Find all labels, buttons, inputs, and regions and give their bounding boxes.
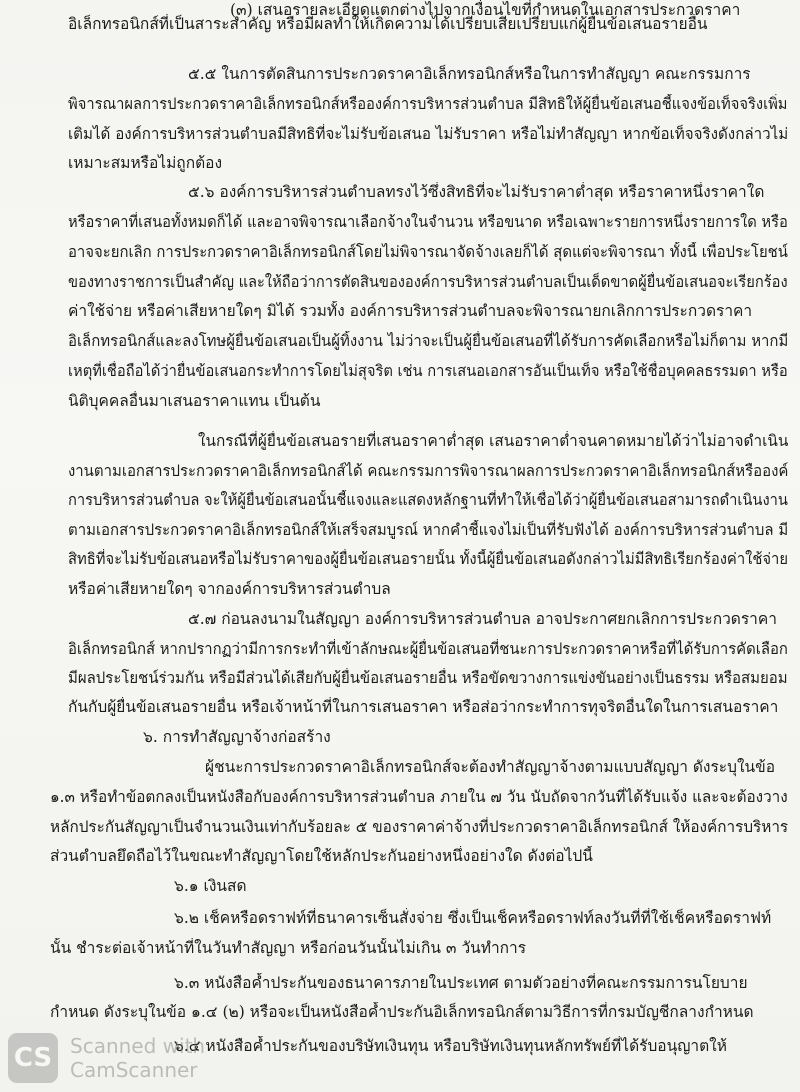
list-item: ๖.๔ หนังสือค้ำประกันของบริษัทเงินทุน หรือบริษัทเงินทุนหลักทรัพย์ที่ได้รับอนุญาตให้ xyxy=(174,1037,727,1055)
text-line: หรือราคาที่เสนอทั้งหมดก็ได้ และอาจพิจารณาเลือกจ้างในจำนวน หรือขนาด หรือเฉพาะรายการหนึ่งรายการใด หรือ xyxy=(68,213,788,231)
text-line: อิเล็กทรอนิกส์ หากปรากฏว่ามีการกระทำที่เข้าลักษณะผู้ยื่นข้อเสนอที่ชนะการประกวดราคาหรือที่ได้รับการคัดเลือก xyxy=(68,640,788,658)
text-line: หรือค่าเสียหายใดๆ จากองค์การบริหารส่วนตำบล xyxy=(68,580,391,598)
text-line: อิเล็กทรอนิกส์และลงโทษผู้ยื่นข้อเสนอเป็นผู้ทิ้งงาน ไม่ว่าจะเป็นผู้ยื่นข้อเสนอที่ได้รับการคัดเลือกหรือไม่ก็ตาม หากมี xyxy=(68,332,788,350)
text-line: นิติบุคคลอื่นมาเสนอราคาแทน เป็นต้น xyxy=(68,392,321,410)
text-line: ตามเอกสารประกวดราคาอิเล็กทรอนิกส์ให้เสร็จสมบูรณ์ หากคำชี้แจงไม่เป็นที่รับฟังได้ องค์การบริหารส่วนตำบล มี xyxy=(68,521,788,539)
text-line: เติมได้ องค์การบริหารส่วนตำบลมีสิทธิที่จะไม่รับข้อเสนอ ไม่รับราคา หรือไม่ทำสัญญา หากข้อเท็จจริงดังกล่าวไม่ xyxy=(68,125,788,143)
watermark-line-2: CamScanner xyxy=(70,1058,198,1082)
text-line: ในกรณีที่ผู้ยื่นข้อเสนอรายที่เสนอราคาต่ำสุด เสนอราคาต่ำจนคาดหมายได้ว่าไม่อาจดำเนิน xyxy=(198,432,788,450)
camscanner-watermark xyxy=(8,1030,268,1086)
list-item: ๖.๒ เช็คหรือดราฟท์ที่ธนาคารเซ็นสั่งจ่าย ซึ่งเป็นเช็คหรือดราฟท์ลงวันที่ที่ใช้เช็คหรือดราฟท์ xyxy=(174,909,772,927)
text-line: ๕.๕ ในการตัดสินการประกวดราคาอิเล็กทรอนิกส์หรือในการทำสัญญา คณะกรรมการ xyxy=(188,65,751,83)
text-line: ของทางราชการเป็นสำคัญ และให้ถือว่าการตัดสินขององค์การบริหารส่วนตำบลเป็นเด็ดขาดผู้ยื่นข้อเสนอจะเรียกร้อง xyxy=(68,273,788,291)
text-line: หลักประกันสัญญาเป็นจำนวนเงินเท่ากับร้อยละ ๕ ของราคาค่าจ้างที่ประกวดราคาอิเล็กทรอนิกส์ ให้องค์การบริหาร xyxy=(50,818,788,836)
text-line: อาจจะยกเลิก การประกวดราคาอิเล็กทรอนิกส์โดยไม่พิจารณาจัดจ้างเลยก็ได้ สุดแต่จะพิจารณา ทั้งนี้ เพื่อประโยชน์ xyxy=(68,243,788,261)
text-line: ๕.๗ ก่อนลงนามในสัญญา องค์การบริหารส่วนตำบล อาจประกาศยกเลิกการประกวดราคา xyxy=(188,610,777,628)
text-line: พิจารณาผลการประกวดราคาอิเล็กทรอนิกส์หรือองค์การบริหารส่วนตำบล มีสิทธิให้ผู้ยื่นข้อเสนอชี้แจงข้อเท็จจริงเพิ่ม xyxy=(68,95,788,113)
text-line: งานตามเอกสารประกวดราคาอิเล็กทรอนิกส์ได้ คณะกรรมการพิจารณาผลการประกวดราคาอิเล็กทรอนิกส์หรือองค์ xyxy=(68,462,788,480)
text-line: กำหนด ดังระบุในข้อ ๑.๔ (๒) หรือจะเป็นหนังสือค้ำประกันอิเล็กทรอนิกส์ตามวิธีการที่กรมบัญชีกลางกำหนด xyxy=(50,1003,754,1021)
text-line: สิทธิที่จะไม่รับข้อเสนอหรือไม่รับราคาของผู้ยื่นข้อเสนอรายนั้น ทั้งนี้ผู้ยื่นข้อเสนอดังกล่าวไม่มีสิทธิเรียกร้องค่าใช้จ่าย xyxy=(68,550,788,568)
section-heading: ๖. การทำสัญญาจ้างก่อสร้าง xyxy=(143,728,331,746)
text-line: เหมาะสมหรือไม่ถูกต้อง xyxy=(68,154,223,172)
list-item: ๖.๑ เงินสด xyxy=(174,877,247,895)
text-line: ส่วนตำบลยึดถือไว้ในขณะทำสัญญาโดยใช้หลักประกันอย่างหนึ่งอย่างใด ดังต่อไปนี้ xyxy=(50,847,593,865)
text-line: เหตุที่เชื่อถือได้ว่ายื่นข้อเสนอกระทำการโดยไม่สุจริต เช่น การเสนอเอกสารอันเป็นเท็จ หรือใช้ชื่อบุคคลธรรมดา หรือ xyxy=(68,362,788,380)
text-line: นั้น ชำระต่อเจ้าหน้าที่ในวันทำสัญญา หรือก่อนวันนั้นไม่เกิน ๓ วันทำการ xyxy=(50,939,527,957)
text-line: มีผลประโยชน์ร่วมกัน หรือมีส่วนได้เสียกับผู้ยื่นข้อเสนอรายอื่น หรือขัดขวางการแข่งขันอย่างเป็นธรรม หรือสมยอม xyxy=(68,669,788,687)
watermark-line-1: Scanned with xyxy=(70,1034,206,1058)
text-line: (๓) เสนอรายละเอียดแตกต่างไปจากเงื่อนไขที่กำหนดในเอกสารประกวดราคา xyxy=(230,1,741,19)
text-line: อิเล็กทรอนิกส์ที่เป็นสาระสำคัญ หรือมีผลทำให้เกิดความได้เปรียบเสียเปรียบแก่ผู้ยื่นข้อเสนอรายอื่น xyxy=(68,15,708,33)
text-line: ๕.๖ องค์การบริหารส่วนตำบลทรงไว้ซึ่งสิทธิที่จะไม่รับราคาต่ำสุด หรือราคาหนึ่งราคาใด xyxy=(188,183,765,201)
text-line: ผู้ชนะการประกวดราคาอิเล็กทรอนิกส์จะต้องทำสัญญาจ้างตามแบบสัญญา ดังระบุในข้อ xyxy=(205,758,776,776)
camscanner-logo: CS xyxy=(8,1033,58,1083)
camscanner-text xyxy=(70,1034,205,1082)
list-item: ๖.๓ หนังสือค้ำประกันของธนาคารภายในประเทศ ตามตัวอย่างที่คณะกรรมการนโยบาย xyxy=(174,974,748,992)
text-line: การบริหารส่วนตำบล จะให้ผู้ยื่นข้อเสนอนั้นชี้แจงและแสดงหลักฐานที่ทำให้เชื่อได้ว่าผู้ยื่นข้อเสนอสามารถดำเนินงาน xyxy=(68,491,788,509)
text-line: ๑.๓ หรือทำข้อตกลงเป็นหนังสือกับองค์การบริหารส่วนตำบล ภายใน ๗ วัน นับถัดจากวันที่ได้รับแจ้ง และจะต้องวาง xyxy=(50,788,788,806)
text-line: กันกับผู้ยื่นข้อเสนอรายอื่น หรือเจ้าหน้าที่ในการเสนอราคา หรือส่อว่ากระทำการทุจริตอื่นใดในการเสนอราคา xyxy=(68,698,779,716)
text-line: ค่าใช้จ่าย หรือค่าเสียหายใดๆ มิได้ รวมทั้ง องค์การบริหารส่วนตำบลจะพิจารณายกเลิกการประกวดราคา xyxy=(68,302,753,320)
